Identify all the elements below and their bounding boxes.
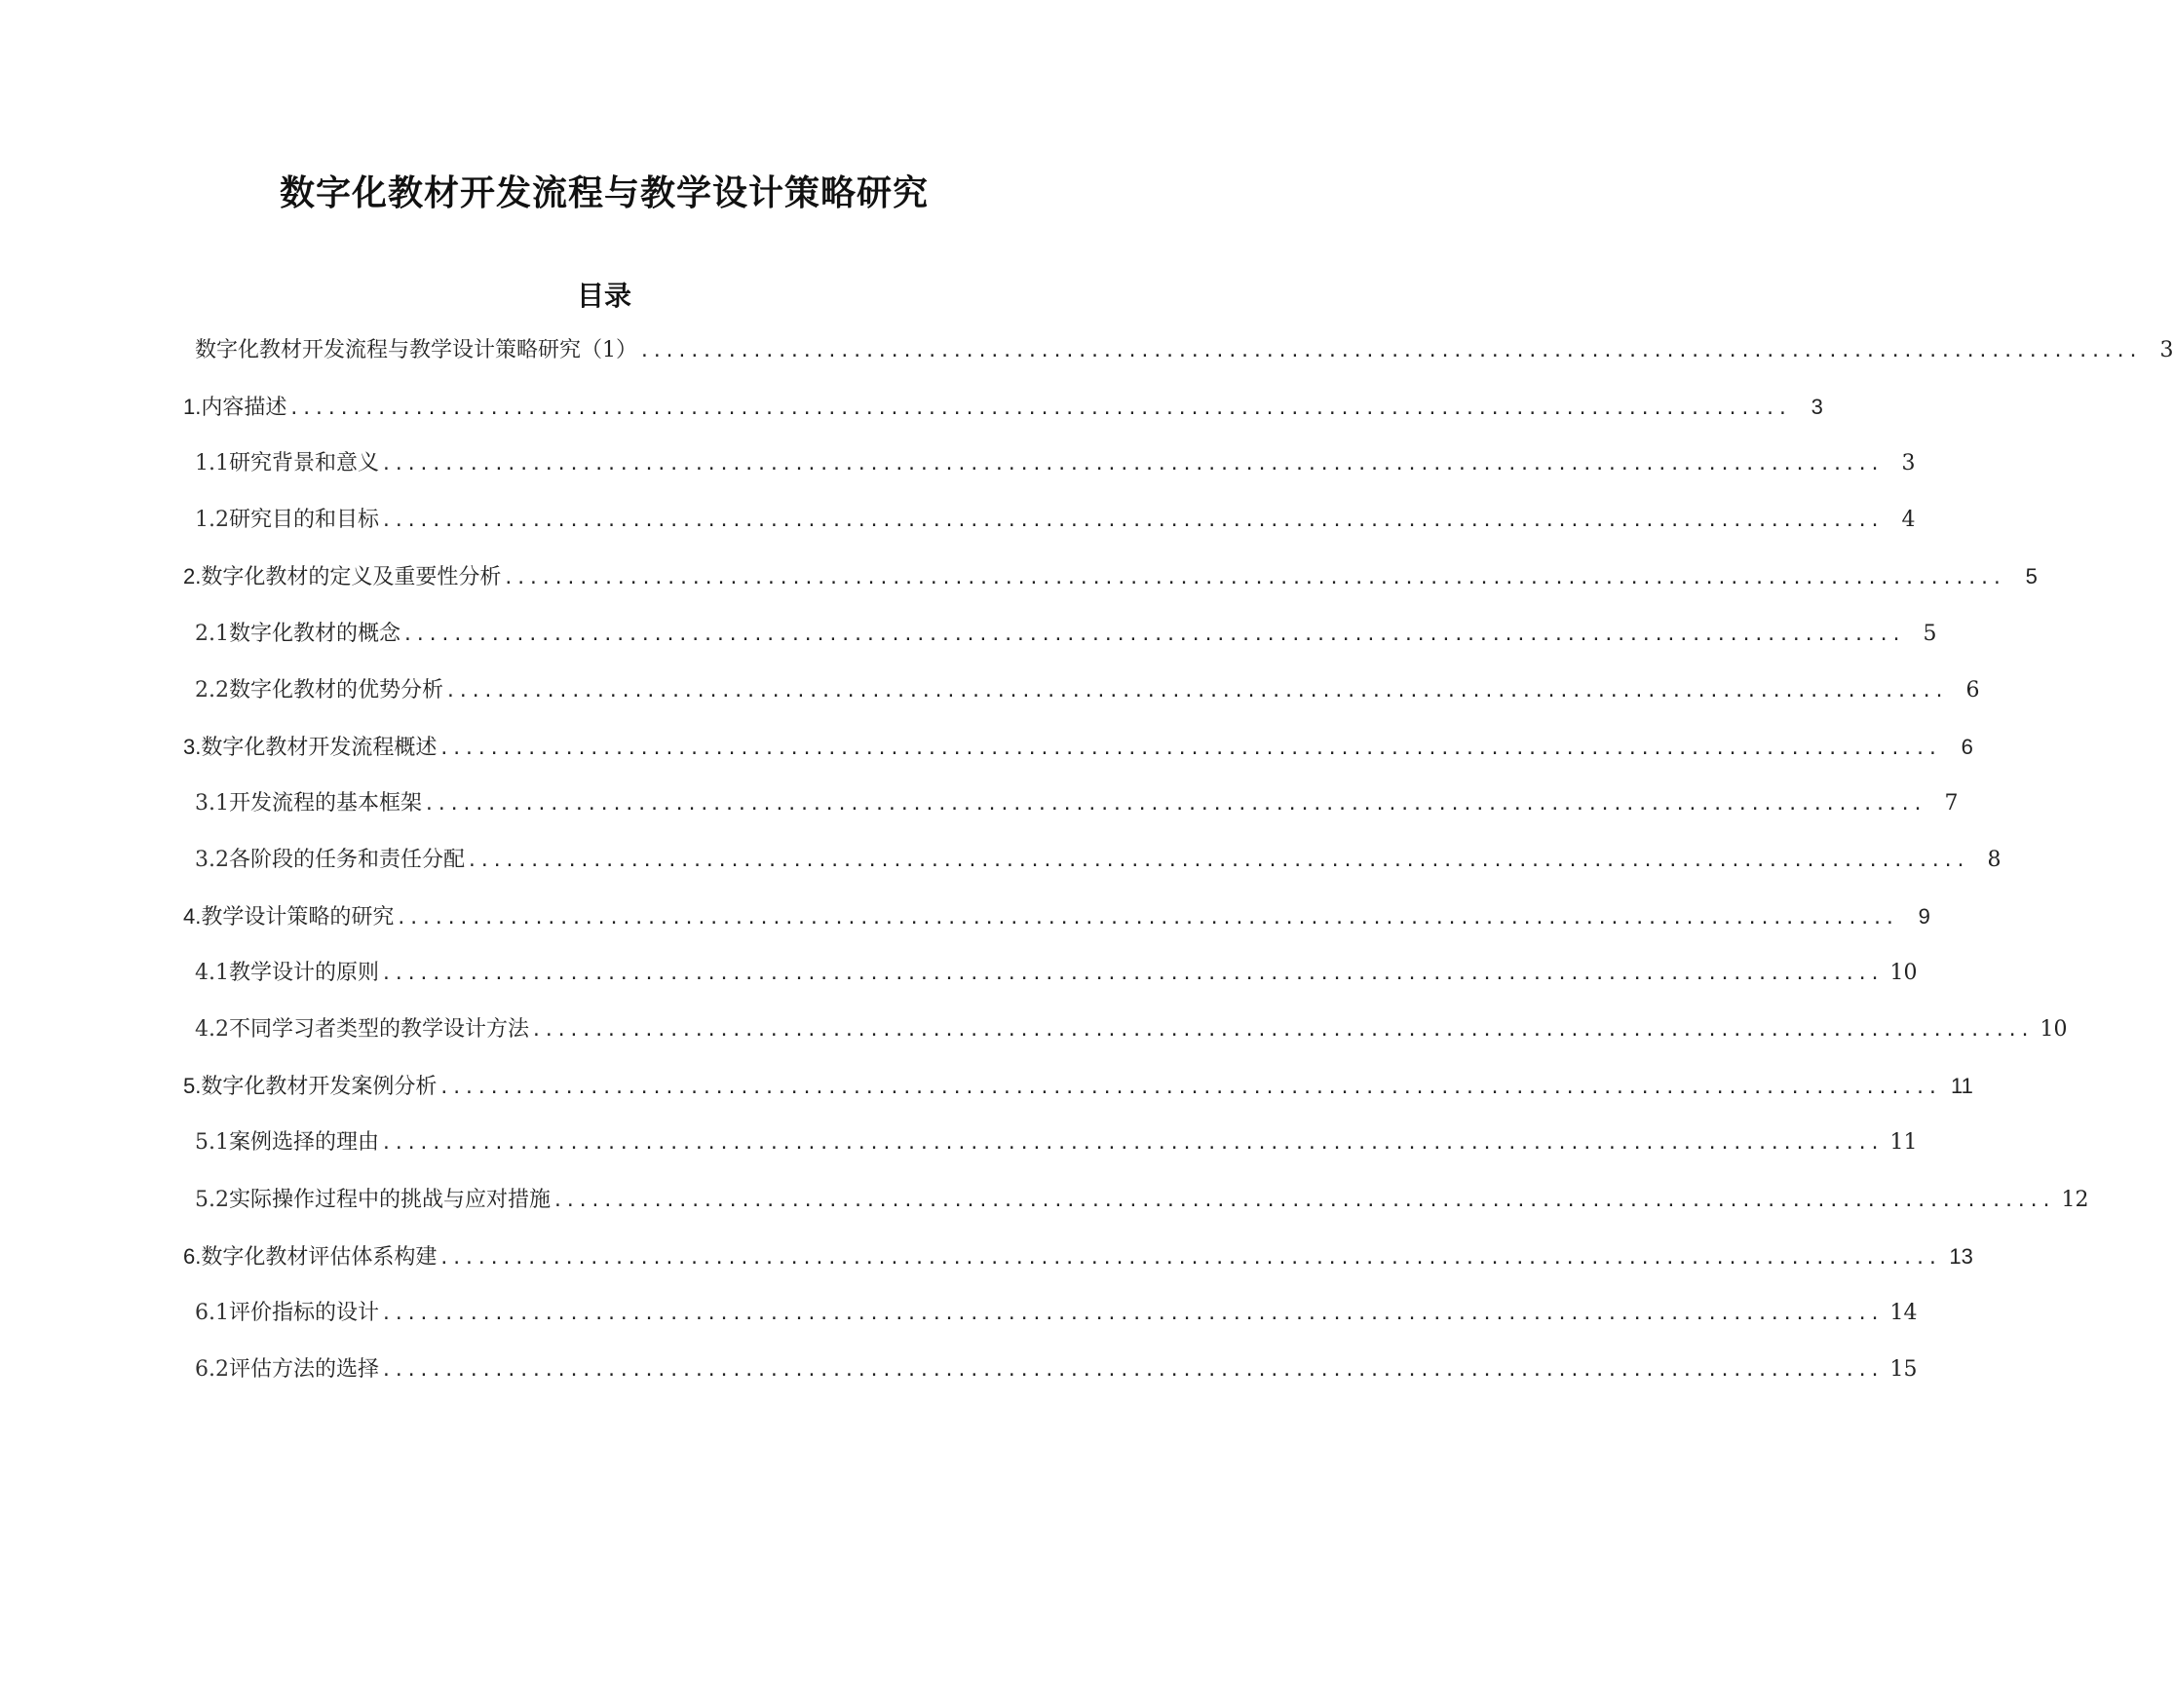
- toc-entry-page-number: 3: [2159, 338, 2173, 362]
- toc-entry-text: 数字化教材开发流程与教学设计策略研究（1）: [195, 338, 637, 362]
- toc-entry-number: 4.2: [195, 1017, 229, 1043]
- toc-entry-number: 5.2: [195, 1187, 229, 1212]
- toc-entry-page-number: 15: [1889, 1356, 1918, 1382]
- toc-entry-number: 3.2: [195, 847, 229, 872]
- toc-entry-number: 1.: [183, 395, 202, 420]
- toc-entry[interactable]: [195, 1181, 2089, 1220]
- toc-entry-page-number: 7: [1944, 790, 1959, 816]
- toc-entry-number: 2.1: [195, 621, 229, 646]
- toc-entry-page-number: 4: [1901, 508, 1916, 533]
- toc-entry-number: 4.1: [195, 961, 229, 986]
- toc-entry-page-number: 12: [2061, 1187, 2089, 1212]
- toc-entry-page-number: 5: [2025, 564, 2038, 589]
- toc-entry-text: 研究背景和意义: [229, 451, 380, 476]
- toc-dot-leader: ........................................................................................................................: [381, 1359, 1883, 1381]
- toc-entry[interactable]: [195, 331, 2173, 370]
- toc-entry-page-number: 10: [1889, 961, 1918, 986]
- toc-entry-number: 3.1: [195, 790, 229, 816]
- toc-dot-leader: ........................................................................................................................: [467, 850, 1968, 871]
- toc-dot-leader: ........................................................................................................................: [438, 1247, 1940, 1269]
- toc-dot-leader: ........................................................................................................................: [639, 341, 2141, 361]
- toc-entry-number: 2.: [183, 564, 202, 589]
- toc-entry-number: 4.: [183, 904, 202, 929]
- toc-dot-leader: ........................................................................................................................: [381, 1303, 1883, 1324]
- toc-dot-leader: ........................................................................................................................: [445, 680, 1947, 702]
- toc-entry[interactable]: [183, 897, 1930, 936]
- toc-dot-leader: ........................................................................................................................: [381, 964, 1883, 985]
- toc-entry[interactable]: [195, 501, 1916, 540]
- toc-dot-leader: ........................................................................................................................: [402, 624, 1904, 645]
- toc-entry-text: 不同学习者类型的教学设计方法: [229, 1017, 530, 1043]
- toc-entry-page-number: 11: [1889, 1130, 1918, 1156]
- toc-dot-leader: ........................................................................................................................: [381, 511, 1883, 532]
- toc-entry-number: 1.1: [195, 451, 229, 476]
- toc-entry-page-number: 13: [1949, 1243, 1973, 1269]
- toc-entry-number: 5.: [183, 1074, 202, 1099]
- toc-entry-text: 研究目的和目标: [229, 508, 380, 533]
- toc-entry-text: 数字化教材的优势分析: [229, 677, 444, 702]
- toc-dot-leader: ........................................................................................................................: [381, 1133, 1883, 1155]
- toc-entry[interactable]: [195, 841, 2001, 880]
- toc-entry-page-number: 6: [1961, 734, 1973, 759]
- toc-entry[interactable]: [195, 615, 1937, 654]
- toc-entry-number: 1.2: [195, 508, 229, 533]
- toc-entry[interactable]: [183, 1067, 1973, 1106]
- toc-entry-number: 6.: [183, 1243, 202, 1269]
- toc-entry-text: 评估方法的选择: [229, 1356, 380, 1382]
- toc-dot-leader: ........................................................................................................................: [503, 568, 2004, 589]
- toc-entry-page-number: 3: [1901, 451, 1916, 476]
- toc-entry[interactable]: [195, 1294, 1918, 1333]
- toc-entry-number: 5.1: [195, 1130, 229, 1156]
- toc-entry[interactable]: [195, 954, 1918, 993]
- toc-entry-page-number: 14: [1889, 1300, 1918, 1325]
- toc-entry-text: 数字化教材评估体系构建: [201, 1244, 438, 1270]
- toc-entry-text: 开发流程的基本框架: [229, 790, 423, 816]
- toc-entry-page-number: 10: [2040, 1017, 2068, 1043]
- toc-entry-text: 数字化教材开发案例分析: [201, 1075, 438, 1100]
- toc-entry-text: 内容描述: [201, 396, 287, 421]
- toc-dot-leader: ........................................................................................................................: [424, 793, 1925, 815]
- toc-entry[interactable]: [183, 557, 2038, 596]
- toc-dot-leader: ........................................................................................................................: [438, 1078, 1940, 1099]
- toc-entry-text: 各阶段的任务和责任分配: [229, 847, 466, 872]
- toc-entry-text: 案例选择的理由: [229, 1130, 380, 1156]
- toc-dot-leader: ........................................................................................................................: [381, 454, 1883, 475]
- toc-dot-leader: ........................................................................................................................: [288, 399, 1790, 420]
- toc-entry-page-number: 11: [1950, 1074, 1973, 1099]
- toc-entry-text: 教学设计的原则: [229, 961, 380, 986]
- toc-entry[interactable]: [195, 671, 1980, 710]
- toc-entry-text: 评价指标的设计: [229, 1300, 380, 1325]
- toc-entry-text: 实际操作过程中的挑战与应对措施: [229, 1187, 552, 1212]
- toc-entry-number: 6.1: [195, 1300, 229, 1325]
- toc-entry[interactable]: [195, 1123, 1918, 1162]
- toc-entry-page-number: 6: [1965, 677, 1980, 702]
- toc-entry[interactable]: [195, 444, 1916, 483]
- toc-entry-text: 教学设计策略的研究: [201, 905, 395, 930]
- toc-entry[interactable]: [183, 1237, 1973, 1276]
- toc-entry-number: 6.2: [195, 1356, 229, 1382]
- toc-entry-number: 2.2: [195, 677, 229, 702]
- toc-entry-number: 3.: [183, 734, 202, 759]
- document-title: 数字化教材开发流程与教学设计策略研究: [279, 173, 929, 213]
- toc-dot-leader: ........................................................................................................................: [553, 1190, 2054, 1211]
- toc-entry[interactable]: [195, 1350, 1918, 1389]
- toc-entry-page-number: 5: [1923, 621, 1937, 646]
- toc-entry-page-number: 3: [1811, 395, 1823, 420]
- toc-dot-leader: ........................................................................................................................: [396, 908, 1897, 929]
- toc-dot-leader: ........................................................................................................................: [531, 1020, 2033, 1042]
- toc-entry[interactable]: [183, 728, 1973, 767]
- toc-entry[interactable]: [195, 784, 1959, 823]
- toc-entry[interactable]: [195, 1010, 2068, 1049]
- toc-entry-text: 数字化教材的概念: [229, 621, 401, 646]
- toc-entry-page-number: 9: [1918, 904, 1930, 929]
- toc-entry-page-number: 8: [1987, 847, 2001, 872]
- toc-dot-leader: ........................................................................................................................: [438, 738, 1940, 759]
- toc-entry[interactable]: [183, 388, 1823, 427]
- toc-entry-text: 数字化教材的定义及重要性分析: [201, 565, 502, 590]
- toc-heading: 目录: [576, 280, 631, 312]
- toc-entry-text: 数字化教材开发流程概述: [201, 735, 438, 760]
